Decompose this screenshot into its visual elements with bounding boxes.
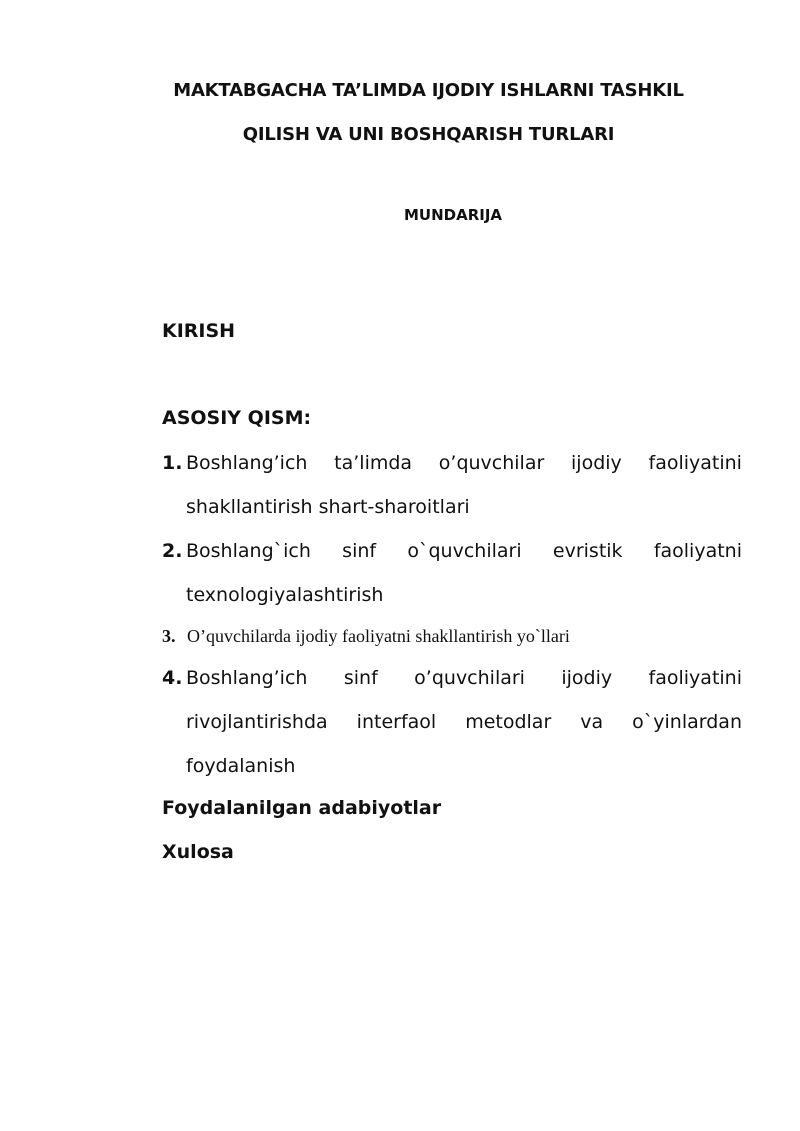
word: ijodiy bbox=[571, 452, 622, 474]
word: faoliyatini bbox=[648, 667, 742, 689]
word: Boshlang’ich bbox=[186, 452, 308, 474]
toc-item-1-line-2: shakllantirish shart-sharoitlari bbox=[186, 496, 470, 518]
toc-intro: KIRISH bbox=[162, 320, 236, 342]
word: o`quvchilari bbox=[407, 540, 522, 562]
toc-item-3-number: 3. bbox=[162, 626, 176, 646]
toc-main-part: ASOSIY QISM: bbox=[162, 407, 312, 429]
toc-conclusion: Xulosa bbox=[162, 841, 234, 863]
word: metodlar bbox=[465, 711, 552, 733]
word: faoliyatini bbox=[648, 452, 742, 474]
toc-item-2-line-1 bbox=[186, 540, 742, 562]
toc-item-1-number: 1. bbox=[162, 452, 183, 474]
word: rivojlantirishda bbox=[186, 711, 328, 733]
word: sinf bbox=[343, 667, 378, 689]
word: evristik bbox=[552, 540, 623, 562]
word: Boshlang’ich bbox=[186, 667, 308, 689]
toc-item-4-line-3: foydalanish bbox=[186, 755, 296, 777]
word: interfaol bbox=[356, 711, 437, 733]
toc-item-2-number: 2. bbox=[162, 540, 183, 562]
word: va bbox=[580, 711, 604, 733]
word: o’quvchilari bbox=[414, 667, 525, 689]
toc-item-3-line-1: O’quvchilarda ijodiy faoliyatni shakllantirish yo`llari bbox=[187, 626, 570, 646]
word: sinf bbox=[342, 540, 377, 562]
word: o’quvchilar bbox=[438, 452, 545, 474]
toc-item-1-line-1 bbox=[186, 452, 742, 474]
word: ta’limda bbox=[334, 452, 413, 474]
document-title-line-1: MAKTABGACHA TA’LIMDA IJODIY ISHLARNI TASHKIL bbox=[173, 80, 684, 101]
document-title-line-2: QILISH VA UNI BOSHQARISH TURLARI bbox=[242, 124, 615, 145]
contents-heading: MUNDARIJA bbox=[403, 206, 503, 224]
toc-item-4-number: 4. bbox=[162, 667, 183, 689]
word: o`yinlardan bbox=[632, 711, 742, 733]
toc-item-4-line-1 bbox=[186, 667, 742, 689]
toc-item-2-line-2: texnologiyalashtirish bbox=[186, 584, 384, 606]
word: faoliyatni bbox=[653, 540, 742, 562]
toc-references: Foydalanilgan adabiyotlar bbox=[162, 797, 442, 819]
word: Boshlang`ich bbox=[186, 540, 311, 562]
word: ijodiy bbox=[561, 667, 613, 689]
toc-item-4-line-2 bbox=[186, 711, 742, 733]
